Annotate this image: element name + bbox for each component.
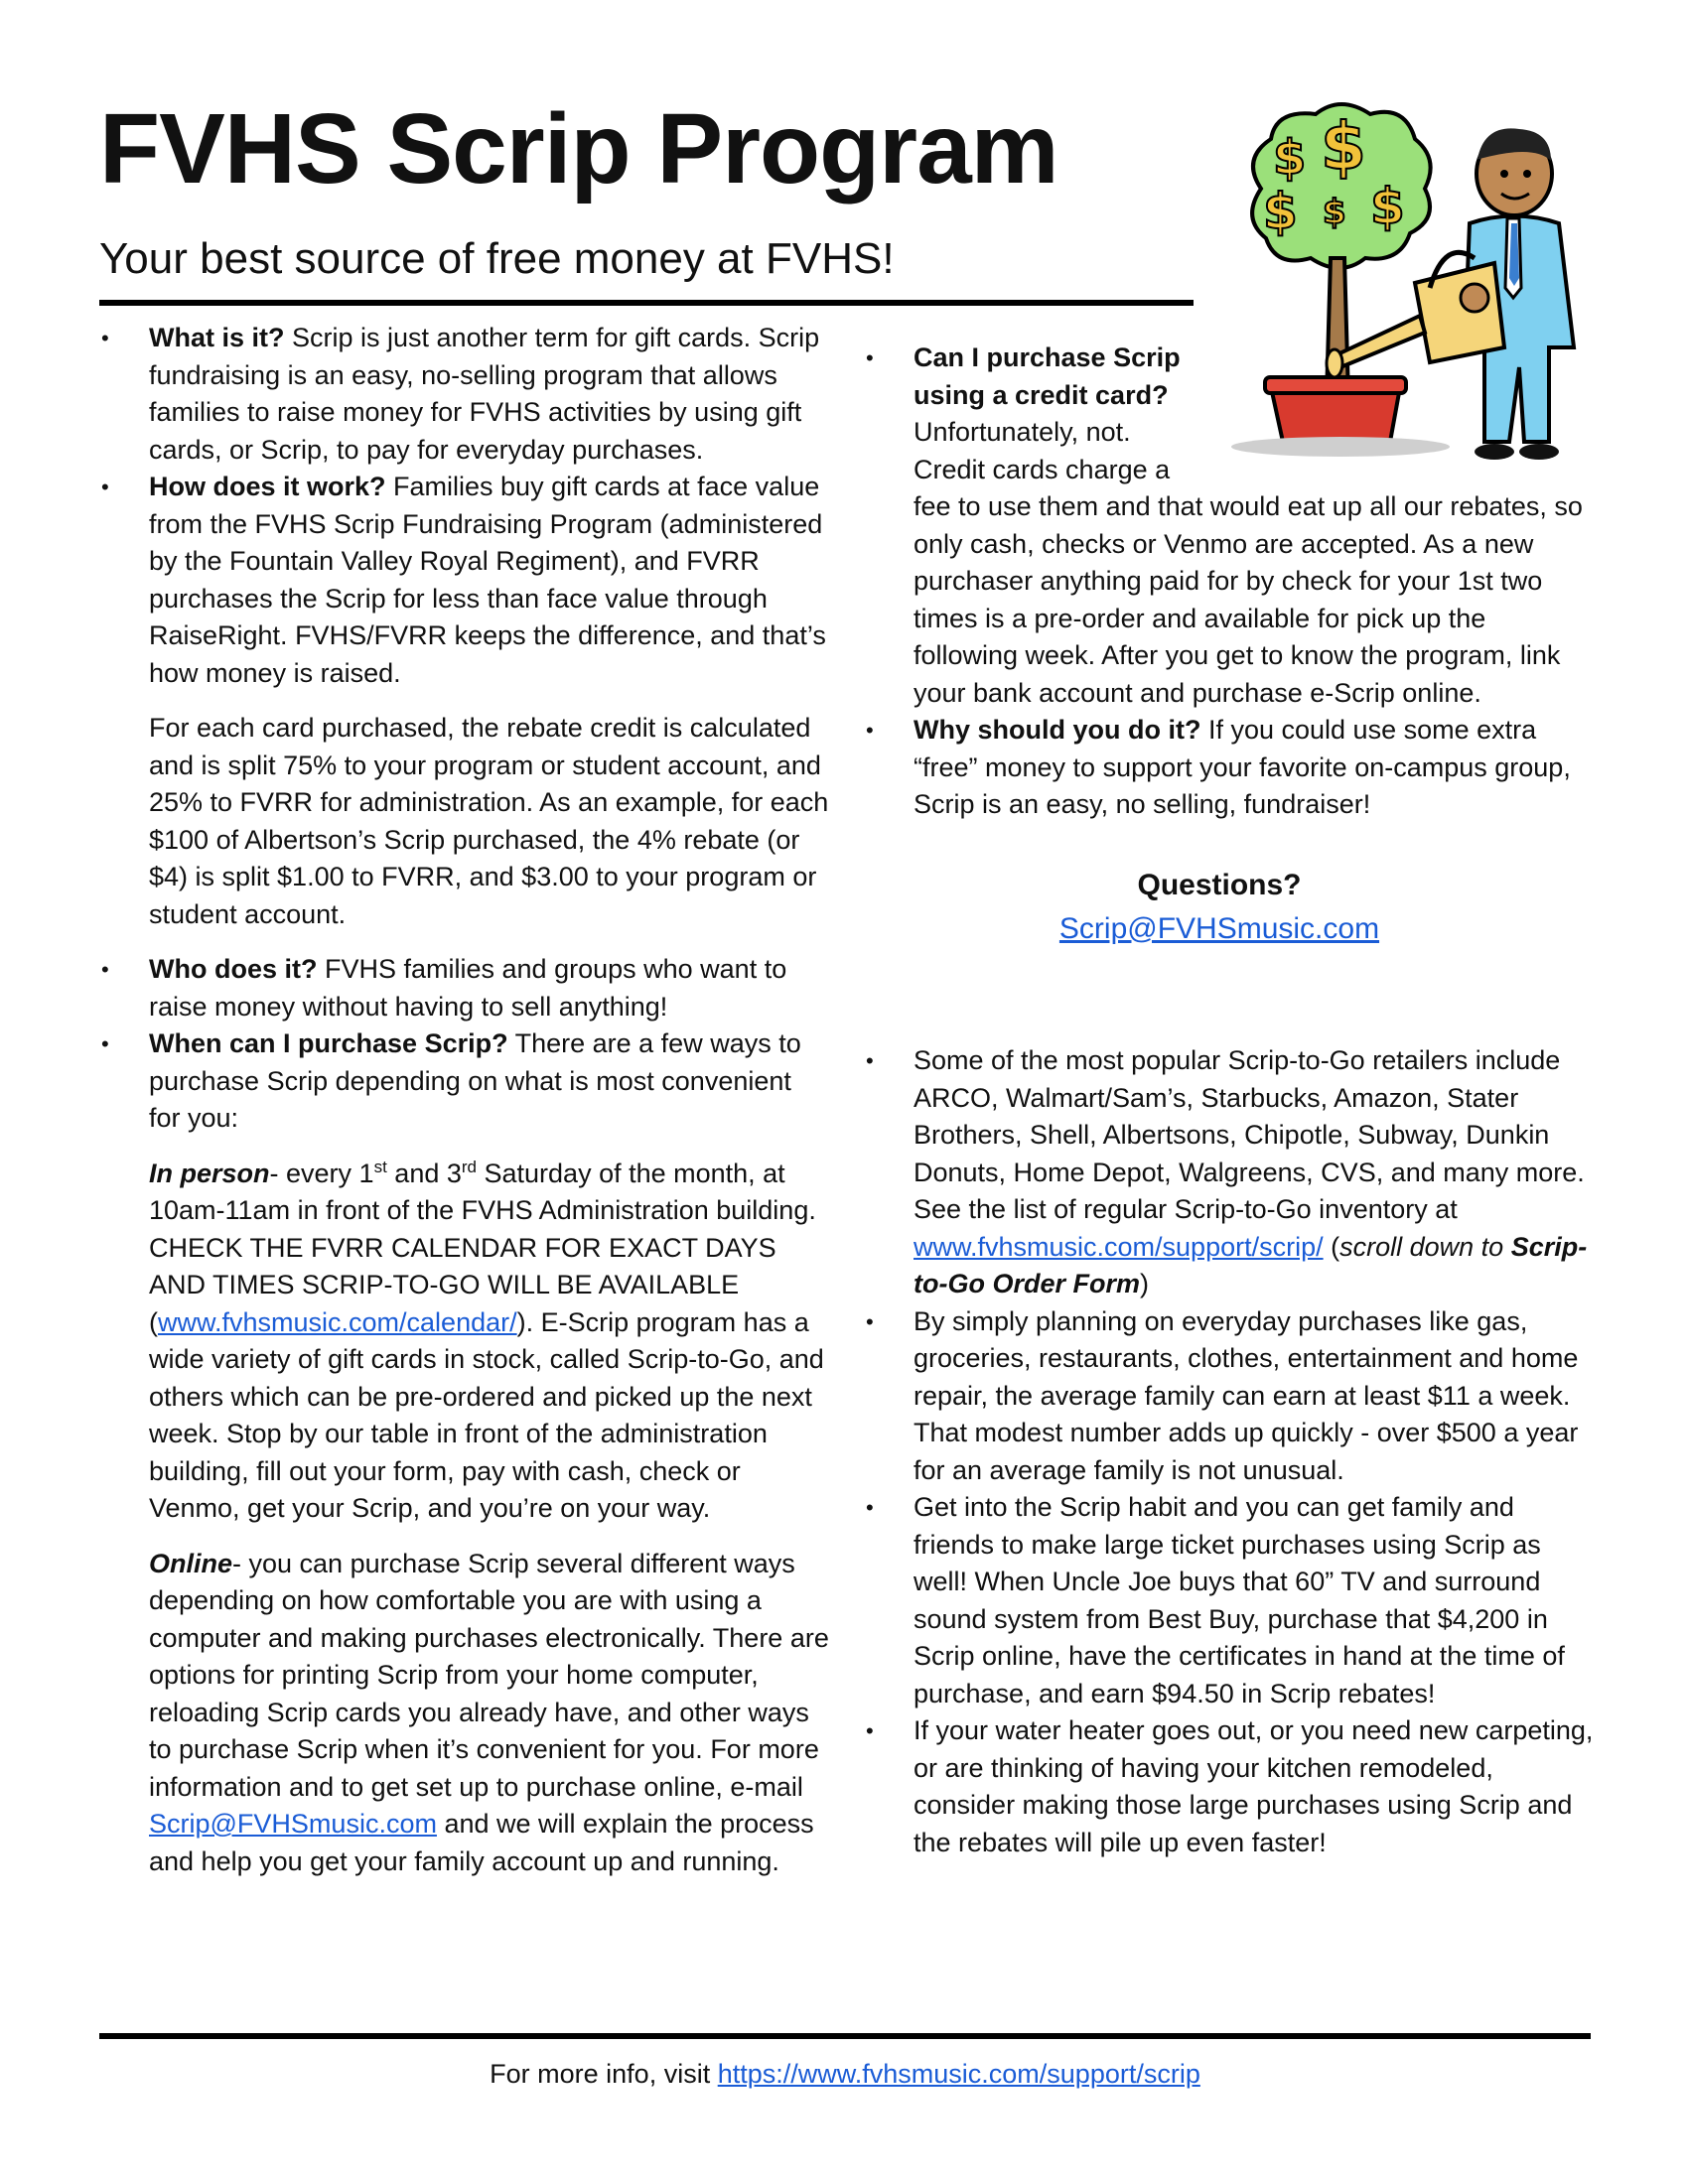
online-text: - you can purchase Scrip several different ways depending on how comfortable you are with using a computer and making purchases electronically. There are options for printing Scrip from your home computer, reloading Scrip cards you already have, and other ways to purchase Scrip when it’s convenient for you. For more information and to get set up to purchase online, e-mail (149, 1548, 829, 1802)
online-paragraph (149, 1546, 829, 1881)
popular-italic: scroll down to (1339, 1231, 1511, 1262)
page-subtitle: Your best source of free money at FVHS! (99, 234, 895, 283)
in-person-lead: In person (149, 1158, 270, 1188)
rebate-paragraph: For each card purchased, the rebate credit is calculated and is split 75% to your program or student account, and 25% to FVRR for administration. As an example, for each $100 of Albertson’s Scrip purchased, the 4% rebate (or $4) is split $1.00 to FVRR, and $3.00 to your program or student account. (149, 713, 829, 929)
planning-text: By simply planning on everyday purchases like gas, groceries, restaurants, clothes, entertainment and home repair, the average family can earn at least $11 a week. That modest number adds up quickly - over $500 a year for an average family is not unusual. (914, 1305, 1579, 1485)
footer (99, 2056, 1591, 2093)
bullet-icon: • (101, 957, 109, 982)
questions-email-link[interactable]: Scrip@FVHSmusic.com (1058, 912, 1380, 945)
right-column-top (864, 340, 1594, 824)
list-item-water-heater (864, 1712, 1594, 1861)
dollar-sign-icon: $ (1321, 108, 1366, 185)
bullet-icon: • (866, 718, 874, 743)
in-person-paragraph (149, 1156, 829, 1528)
bullet-icon: • (866, 1048, 874, 1073)
online-lead: Online (149, 1548, 233, 1578)
lead-credit-card-line2: using a credit card? (914, 379, 1169, 410)
order-form-name: Scrip-to-Go Order Form (914, 1231, 1588, 1298)
list-item-planning (864, 1303, 1594, 1490)
footer-prefix: For more info, visit (490, 2059, 718, 2089)
lead-what-is-it: What is it? (149, 323, 285, 352)
dollar-sign-icon: $ (1370, 178, 1405, 235)
footer-link[interactable]: https://www.fvhsmusic.com/support/scrip (717, 2059, 1200, 2089)
list-item-popular-retailers (864, 1042, 1594, 1303)
footer-divider (99, 2033, 1591, 2039)
dollar-sign-icon: $ (1263, 183, 1298, 240)
in-person-text: - every 1 (269, 1158, 374, 1188)
credit-card-narrow-block (914, 340, 1201, 488)
bullet-icon: • (866, 345, 874, 370)
lead-how-does-it-work: How does it work? (149, 472, 386, 501)
water-heater-text: If your water heater goes out, or you need new carpeting, or are thinking of having your kitchen remodeled, consider making those large purchases using Scrip and the rebates will pile up even faster! (914, 1715, 1594, 1857)
list-item-when-can-i (99, 1025, 829, 1880)
text-what-is-it: Scrip is just another term for gift cards. Scrip fundraising is an easy, no-selling program that allows families to raise money for FVHS activities by using gift cards, or Scrip, to pay for everyday purchases. (149, 323, 820, 465)
credit-card-text: fee to use them and that would eat up all our rebates, so only cash, checks or Venmo are accepted. As a new purchaser anything paid for by check for your 1st two times is a pre-order and available for pick up the following week. After you get to know the program, link your bank account and purchase e-Scrip online. (914, 491, 1583, 708)
in-person-text: and 3 (386, 1158, 462, 1188)
list-item-who-does-it (99, 951, 829, 1025)
header-divider (99, 300, 1194, 306)
lead-when-can-i: When can I purchase Scrip? (149, 1028, 508, 1058)
popular-text: Some of the most popular Scrip-to-Go retailers include ARCO, Walmart/Sam’s, Starbucks, Amazon, Stater Brothers, Shell, Albertsons, Chipotle, Subway, Dunkin Donuts, Home Depot, Walgreens, CVS, and many more. See the list of regular Scrip-to-Go inventory at (914, 1045, 1585, 1224)
text-who-does-it: FVHS families and groups who want to raise money without having to sell anything! (149, 954, 787, 1022)
superscript: st (373, 1157, 387, 1176)
superscript: rd (461, 1157, 477, 1176)
list-item-habit (864, 1489, 1594, 1712)
bullet-icon: • (101, 1031, 109, 1056)
habit-text: Get into the Scrip habit and you can get family and friends to make large ticket purchases using Scrip as well! When Uncle Joe buys that 60” TV and surround sound system from Best Buy, purchase that $4,200 in Scrip online, have the certificates in hand at the time of purchase, and earn $94.50 in Scrip rebates! (914, 1492, 1565, 1708)
questions-title: Questions? (1137, 869, 1302, 901)
left-column (99, 320, 829, 1880)
credit-card-narrow-line1: Unfortunately, not. (914, 417, 1131, 447)
email-link[interactable]: Scrip@FVHSmusic.com (149, 1809, 437, 1839)
dollar-sign-icon: $ (1273, 130, 1307, 186)
list-item-credit-card (864, 340, 1594, 712)
bullet-icon: • (101, 326, 109, 350)
in-person-text: ). E-Scrip program has a wide variety of gift cards in stock, called Scrip-to-Go, and others which can be pre-ordered and picked up the next week. Stop by our table in front of the administration building, fill out your form, pay with cash, check or Venmo, get your Scrip, and you’re on your way. (149, 1306, 824, 1523)
calendar-link[interactable]: www.fvhsmusic.com/calendar/ (158, 1306, 517, 1337)
popular-text: ( (1323, 1231, 1340, 1262)
bullet-icon: • (866, 1495, 874, 1520)
list-item-why-do-it (864, 712, 1594, 824)
online-text: and we will explain the process and help you get your family account up and running. (149, 1809, 814, 1876)
right-column-bottom (864, 1042, 1594, 1861)
text-why-do-it: If you could use some extra “free” money to support your favorite on-campus group, Scrip is an easy, no selling, fundraiser! (914, 715, 1571, 819)
in-person-text: Saturday of the month, at 10am-11am in front of the FVHS Administration building. CHECK THE FVRR CALENDAR FOR EXACT DAYS AND TIMES SCRIP-TO-GO WILL BE AVAILABLE ( (149, 1158, 816, 1337)
scrip-inventory-link[interactable]: www.fvhsmusic.com/support/scrip/ (914, 1231, 1324, 1262)
bullet-icon: • (866, 1718, 874, 1743)
lead-why-do-it: Why should you do it? (914, 715, 1201, 745)
dollar-sign-icon: $ (1323, 193, 1346, 232)
bullet-icon: • (101, 475, 109, 499)
lead-who-does-it: Who does it? (149, 954, 318, 984)
bullet-icon: • (866, 1308, 874, 1334)
text-when-can-i: There are a few ways to purchase Scrip depending on what is most convenient for you: (149, 1028, 801, 1133)
list-item-what-is-it (99, 320, 829, 469)
page-title: FVHS Scrip Program (99, 93, 1058, 205)
questions-block (864, 864, 1575, 951)
text-how-does-it-work: Families buy gift cards at face value from the FVHS Scrip Fundraising Program (administered by the Fountain Valley Royal Regiment), and FVRR purchases the Scrip for less than face value through RaiseRight. FVHS/FVRR keeps the difference, and that’s how money is raised. (149, 472, 826, 688)
credit-card-narrow-line2: Credit cards charge a (914, 454, 1171, 484)
list-item-how-does-it-work (99, 469, 829, 933)
popular-text: ) (1140, 1269, 1149, 1298)
lead-credit-card-line1: Can I purchase Scrip (914, 342, 1181, 372)
